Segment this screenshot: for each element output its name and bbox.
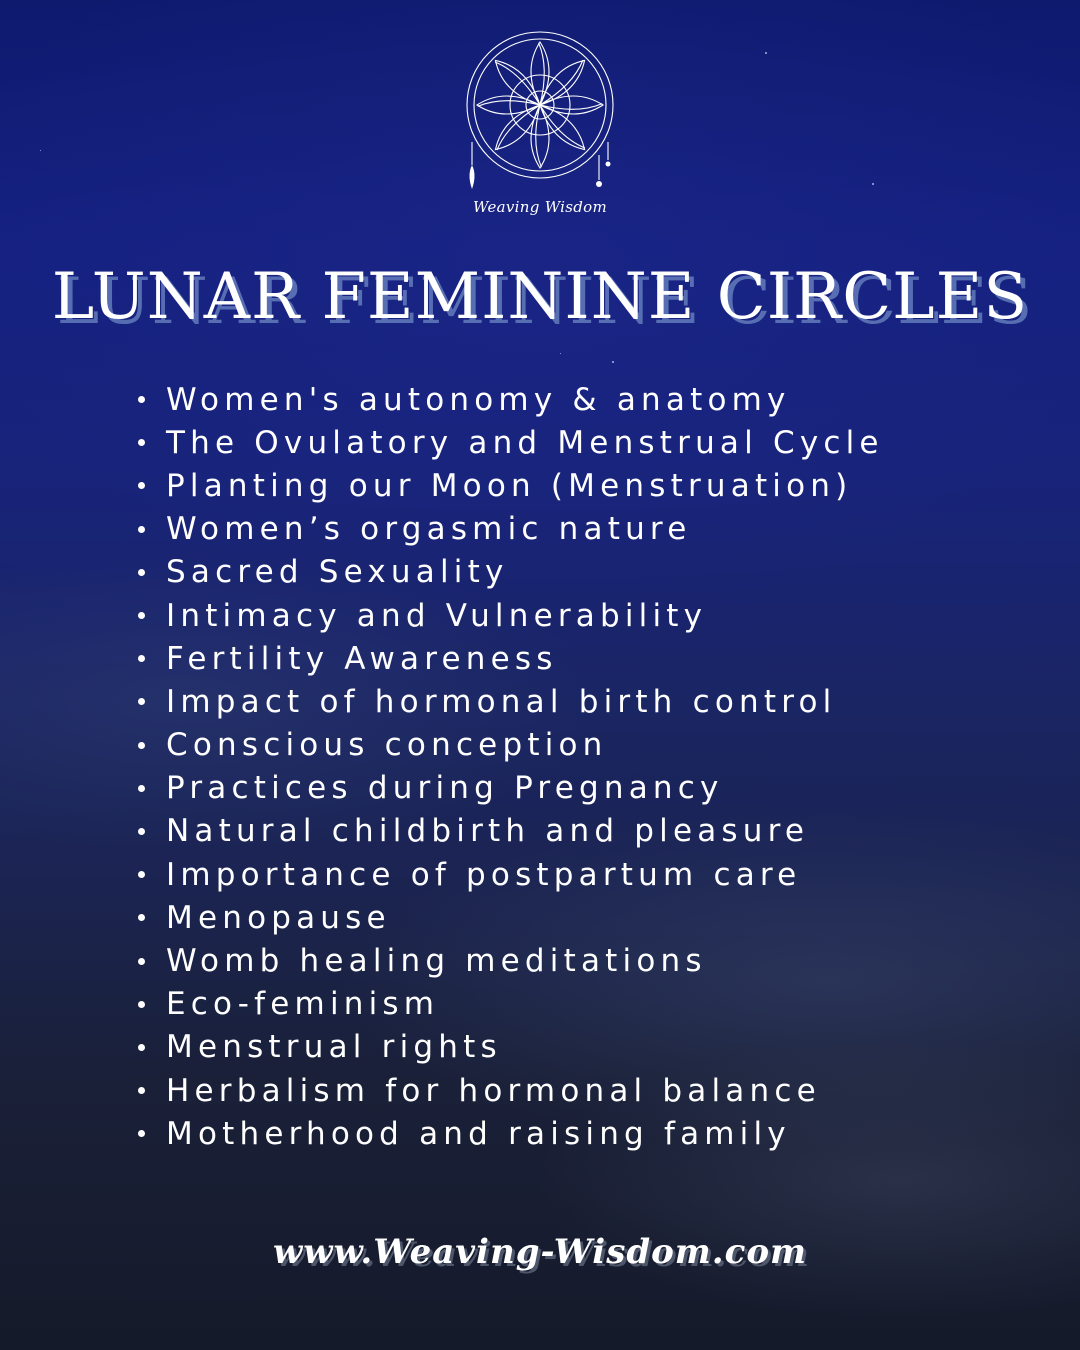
star <box>872 183 874 185</box>
topic-text: Menstrual rights <box>166 1029 502 1066</box>
topic-text: Herbalism for hormonal balance <box>166 1072 821 1109</box>
topic-list <box>138 378 1038 1155</box>
star <box>612 361 614 363</box>
bullet-icon <box>138 1130 145 1137</box>
list-item <box>138 767 1038 810</box>
bullet-icon <box>138 871 145 878</box>
list-item <box>138 1069 1038 1112</box>
bullet-icon <box>138 698 145 705</box>
topic-text: Planting our Moon (Menstruation) <box>166 467 853 504</box>
list-item <box>138 1112 1038 1155</box>
dreamcatcher-icon <box>463 30 617 195</box>
website-url: www.Weaving-Wisdom.com <box>273 1232 807 1272</box>
bullet-icon <box>138 1001 145 1008</box>
list-item <box>138 853 1038 896</box>
list-item <box>138 896 1038 939</box>
list-item <box>138 1026 1038 1069</box>
list-item <box>138 421 1038 464</box>
topic-text: Intimacy and Vulnerability <box>166 597 708 634</box>
topic-text: Natural childbirth and pleasure <box>166 813 810 850</box>
list-item <box>138 724 1038 767</box>
list-item <box>138 810 1038 853</box>
logo-text: Weaving Wisdom <box>472 198 608 216</box>
topic-text: Sacred Sexuality <box>166 554 509 591</box>
topic-text: Eco-feminism <box>166 986 440 1023</box>
bullet-icon <box>138 742 145 749</box>
list-item <box>138 508 1038 551</box>
bullet-icon <box>138 914 145 921</box>
star <box>40 150 41 151</box>
bullet-icon <box>138 482 145 489</box>
list-item <box>138 983 1038 1026</box>
bullet-icon <box>138 569 145 576</box>
topic-text: Womb healing meditations <box>166 943 707 980</box>
bullet-icon <box>138 655 145 662</box>
bullet-icon <box>138 958 145 965</box>
list-item <box>138 464 1038 507</box>
logo <box>463 30 617 230</box>
list-item <box>138 378 1038 421</box>
topic-text: Motherhood and raising family <box>166 1115 791 1152</box>
topic-text: Fertility Awareness <box>166 640 558 677</box>
topic-text: Importance of postpartum care <box>166 856 802 893</box>
bullet-icon <box>138 785 145 792</box>
topic-text: Practices during Pregnancy <box>166 770 724 807</box>
topic-text: Menopause <box>166 899 391 936</box>
list-item <box>138 551 1038 594</box>
list-item <box>138 939 1038 982</box>
bullet-icon <box>138 439 145 446</box>
topic-text: The Ovulatory and Menstrual Cycle <box>166 424 884 461</box>
list-item <box>138 594 1038 637</box>
topic-text: Conscious conception <box>166 727 608 764</box>
bullet-icon <box>138 1087 145 1094</box>
star <box>560 353 561 354</box>
page-title: LUNAR FEMININE CIRCLES <box>51 260 1029 334</box>
bullet-icon <box>138 612 145 619</box>
topic-text: Women's autonomy & anatomy <box>166 381 791 418</box>
bullet-icon <box>138 828 145 835</box>
topic-text: Impact of hormonal birth control <box>166 683 837 720</box>
list-item <box>138 680 1038 723</box>
topic-text: Women’s orgasmic nature <box>166 511 692 548</box>
bullet-icon <box>138 1044 145 1051</box>
bullet-icon <box>138 526 145 533</box>
bullet-icon <box>138 396 145 403</box>
list-item <box>138 637 1038 680</box>
star <box>765 52 767 54</box>
